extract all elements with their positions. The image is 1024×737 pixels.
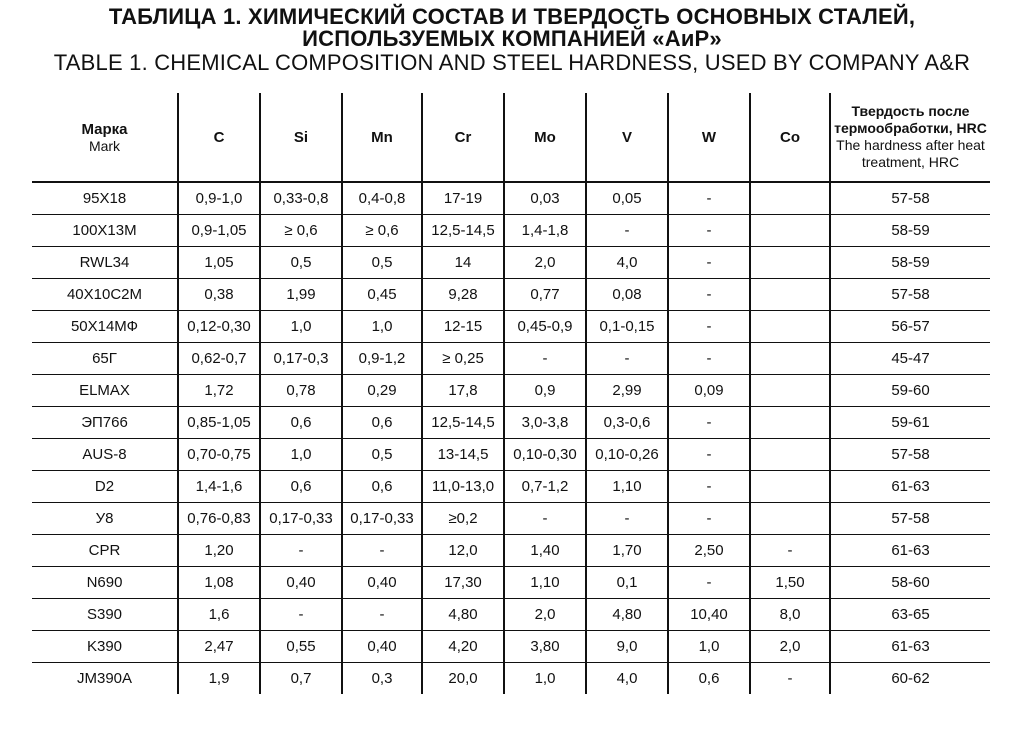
cell-mn: 0,40 bbox=[342, 631, 422, 663]
cell-w: - bbox=[668, 567, 750, 599]
cell-si: 1,0 bbox=[260, 311, 342, 343]
cell-mo: 0,9 bbox=[504, 375, 586, 407]
table-row bbox=[32, 535, 990, 567]
cell-si: 0,5 bbox=[260, 247, 342, 279]
cell-v: 0,1-0,15 bbox=[586, 311, 668, 343]
cell-si: 0,17-0,33 bbox=[260, 503, 342, 535]
cell-mark: S390 bbox=[32, 599, 178, 631]
cell-si: 0,6 bbox=[260, 471, 342, 503]
cell-co bbox=[750, 182, 830, 215]
cell-cr: 12,5-14,5 bbox=[422, 215, 504, 247]
table-row bbox=[32, 182, 990, 215]
cell-v: 4,0 bbox=[586, 663, 668, 695]
cell-hardness: 58-59 bbox=[830, 215, 990, 247]
table-row bbox=[32, 439, 990, 471]
cell-si: - bbox=[260, 599, 342, 631]
cell-v: - bbox=[586, 343, 668, 375]
cell-w: - bbox=[668, 279, 750, 311]
cell-mn: 0,6 bbox=[342, 407, 422, 439]
header-co: Co bbox=[750, 93, 830, 182]
cell-si: 0,6 bbox=[260, 407, 342, 439]
cell-co: 8,0 bbox=[750, 599, 830, 631]
cell-v: 0,08 bbox=[586, 279, 668, 311]
cell-mn: 0,29 bbox=[342, 375, 422, 407]
cell-v: 0,05 bbox=[586, 182, 668, 215]
cell-si: 0,55 bbox=[260, 631, 342, 663]
cell-c: 0,85-1,05 bbox=[178, 407, 260, 439]
header-mark-ru: Марка bbox=[81, 120, 128, 138]
cell-co: - bbox=[750, 663, 830, 695]
cell-w: - bbox=[668, 215, 750, 247]
header-hardness-ru: Твердость после термообработки, HRC bbox=[834, 103, 987, 136]
cell-v: 0,1 bbox=[586, 567, 668, 599]
cell-mo: - bbox=[504, 503, 586, 535]
cell-v: 4,80 bbox=[586, 599, 668, 631]
cell-c: 1,20 bbox=[178, 535, 260, 567]
cell-hardness: 57-58 bbox=[830, 503, 990, 535]
cell-c: 1,08 bbox=[178, 567, 260, 599]
cell-cr: 14 bbox=[422, 247, 504, 279]
header-hardness-en: The hardness after heat treatment, HRC bbox=[836, 137, 985, 170]
cell-w: 2,50 bbox=[668, 535, 750, 567]
cell-mo: 0,77 bbox=[504, 279, 586, 311]
cell-v: - bbox=[586, 215, 668, 247]
cell-cr: 11,0-13,0 bbox=[422, 471, 504, 503]
cell-cr: 20,0 bbox=[422, 663, 504, 695]
table-header-row bbox=[32, 93, 990, 182]
cell-hardness: 61-63 bbox=[830, 535, 990, 567]
header-cr: Cr bbox=[422, 93, 504, 182]
cell-mark: 40Х10С2М bbox=[32, 279, 178, 311]
cell-w: - bbox=[668, 503, 750, 535]
cell-co bbox=[750, 311, 830, 343]
table-row bbox=[32, 215, 990, 247]
cell-v: 1,10 bbox=[586, 471, 668, 503]
cell-c: 2,47 bbox=[178, 631, 260, 663]
cell-cr: 13-14,5 bbox=[422, 439, 504, 471]
cell-hardness: 60-62 bbox=[830, 663, 990, 695]
cell-mo: 2,0 bbox=[504, 599, 586, 631]
cell-si: 0,78 bbox=[260, 375, 342, 407]
cell-mo: - bbox=[504, 343, 586, 375]
cell-hardness: 59-60 bbox=[830, 375, 990, 407]
cell-hardness: 57-58 bbox=[830, 439, 990, 471]
cell-w: - bbox=[668, 247, 750, 279]
cell-mn: 0,5 bbox=[342, 247, 422, 279]
cell-cr: ≥0,2 bbox=[422, 503, 504, 535]
cell-w: 0,09 bbox=[668, 375, 750, 407]
cell-cr: 4,80 bbox=[422, 599, 504, 631]
header-w: W bbox=[668, 93, 750, 182]
cell-co: 2,0 bbox=[750, 631, 830, 663]
cell-si: 0,40 bbox=[260, 567, 342, 599]
cell-mo: 0,03 bbox=[504, 182, 586, 215]
cell-si: 0,33-0,8 bbox=[260, 182, 342, 215]
table-row bbox=[32, 631, 990, 663]
cell-co bbox=[750, 407, 830, 439]
cell-c: 0,12-0,30 bbox=[178, 311, 260, 343]
table-row bbox=[32, 599, 990, 631]
cell-v: - bbox=[586, 503, 668, 535]
cell-v: 2,99 bbox=[586, 375, 668, 407]
table-row bbox=[32, 343, 990, 375]
cell-v: 4,0 bbox=[586, 247, 668, 279]
cell-mo: 1,0 bbox=[504, 663, 586, 695]
cell-c: 1,05 bbox=[178, 247, 260, 279]
cell-cr: 12,0 bbox=[422, 535, 504, 567]
cell-cr: 4,20 bbox=[422, 631, 504, 663]
cell-w: - bbox=[668, 182, 750, 215]
title-block bbox=[0, 0, 1024, 76]
table-row bbox=[32, 311, 990, 343]
cell-c: 1,72 bbox=[178, 375, 260, 407]
title-en: TABLE 1. CHEMICAL COMPOSITION AND STEEL HARDNESS, USED BY COMPANY A&R bbox=[53, 50, 971, 75]
cell-mo: 1,10 bbox=[504, 567, 586, 599]
cell-mark: RWL34 bbox=[32, 247, 178, 279]
cell-cr: ≥ 0,25 bbox=[422, 343, 504, 375]
cell-si: 1,0 bbox=[260, 439, 342, 471]
cell-mark: CPR bbox=[32, 535, 178, 567]
cell-mn: 0,4-0,8 bbox=[342, 182, 422, 215]
cell-mark: AUS-8 bbox=[32, 439, 178, 471]
cell-mo: 1,4-1,8 bbox=[504, 215, 586, 247]
header-v: V bbox=[586, 93, 668, 182]
cell-mo: 0,10-0,30 bbox=[504, 439, 586, 471]
cell-mn: - bbox=[342, 599, 422, 631]
cell-w: 10,40 bbox=[668, 599, 750, 631]
cell-co bbox=[750, 247, 830, 279]
cell-co bbox=[750, 471, 830, 503]
table-row bbox=[32, 567, 990, 599]
cell-mn: 0,5 bbox=[342, 439, 422, 471]
cell-cr: 17-19 bbox=[422, 182, 504, 215]
cell-cr: 12-15 bbox=[422, 311, 504, 343]
cell-mark: D2 bbox=[32, 471, 178, 503]
cell-mn: 0,9-1,2 bbox=[342, 343, 422, 375]
header-mark-en: Mark bbox=[88, 137, 121, 154]
cell-cr: 12,5-14,5 bbox=[422, 407, 504, 439]
cell-mo: 2,0 bbox=[504, 247, 586, 279]
cell-mn: - bbox=[342, 535, 422, 567]
cell-w: 0,6 bbox=[668, 663, 750, 695]
cell-mark: 95Х18 bbox=[32, 182, 178, 215]
cell-hardness: 45-47 bbox=[830, 343, 990, 375]
table-row bbox=[32, 247, 990, 279]
cell-hardness: 63-65 bbox=[830, 599, 990, 631]
cell-hardness: 57-58 bbox=[830, 279, 990, 311]
cell-mo: 3,80 bbox=[504, 631, 586, 663]
cell-cr: 9,28 bbox=[422, 279, 504, 311]
cell-co: 1,50 bbox=[750, 567, 830, 599]
cell-c: 0,70-0,75 bbox=[178, 439, 260, 471]
cell-mo: 0,7-1,2 bbox=[504, 471, 586, 503]
table-row bbox=[32, 407, 990, 439]
cell-cr: 17,30 bbox=[422, 567, 504, 599]
steel-composition-table bbox=[32, 93, 990, 694]
table-row bbox=[32, 279, 990, 311]
cell-c: 0,76-0,83 bbox=[178, 503, 260, 535]
cell-c: 0,62-0,7 bbox=[178, 343, 260, 375]
cell-mn: 0,3 bbox=[342, 663, 422, 695]
cell-hardness: 58-59 bbox=[830, 247, 990, 279]
cell-w: 1,0 bbox=[668, 631, 750, 663]
cell-hardness: 61-63 bbox=[830, 471, 990, 503]
table-row bbox=[32, 663, 990, 695]
cell-si: 0,17-0,3 bbox=[260, 343, 342, 375]
title-ru-line2: ИСПОЛЬЗУЕМЫХ КОМПАНИЕЙ «АиР» bbox=[302, 26, 722, 51]
cell-v: 0,3-0,6 bbox=[586, 407, 668, 439]
cell-c: 0,38 bbox=[178, 279, 260, 311]
cell-mn: 0,45 bbox=[342, 279, 422, 311]
table-row bbox=[32, 503, 990, 535]
header-si: Si bbox=[260, 93, 342, 182]
cell-mn: 0,6 bbox=[342, 471, 422, 503]
cell-mn: 0,40 bbox=[342, 567, 422, 599]
cell-mark: 65Г bbox=[32, 343, 178, 375]
cell-w: - bbox=[668, 471, 750, 503]
header-mn: Mn bbox=[342, 93, 422, 182]
cell-si: ≥ 0,6 bbox=[260, 215, 342, 247]
cell-hardness: 56-57 bbox=[830, 311, 990, 343]
cell-c: 1,6 bbox=[178, 599, 260, 631]
cell-hardness: 58-60 bbox=[830, 567, 990, 599]
cell-co: - bbox=[750, 535, 830, 567]
cell-v: 1,70 bbox=[586, 535, 668, 567]
cell-mark: ELMAX bbox=[32, 375, 178, 407]
cell-co bbox=[750, 279, 830, 311]
cell-si: - bbox=[260, 535, 342, 567]
cell-mark: N690 bbox=[32, 567, 178, 599]
header-hardness bbox=[830, 93, 990, 182]
cell-mn: 0,17-0,33 bbox=[342, 503, 422, 535]
cell-c: 0,9-1,0 bbox=[178, 182, 260, 215]
cell-co bbox=[750, 215, 830, 247]
header-mark bbox=[32, 93, 178, 182]
cell-co bbox=[750, 343, 830, 375]
cell-c: 0,9-1,05 bbox=[178, 215, 260, 247]
cell-mark: У8 bbox=[32, 503, 178, 535]
table-row bbox=[32, 471, 990, 503]
cell-mo: 3,0-3,8 bbox=[504, 407, 586, 439]
cell-mn: 1,0 bbox=[342, 311, 422, 343]
title-ru-line1: ТАБЛИЦА 1. ХИМИЧЕСКИЙ СОСТАВ И ТВЕРДОСТЬ ОСНОВНЫХ СТАЛЕЙ, bbox=[108, 4, 916, 29]
cell-v: 9,0 bbox=[586, 631, 668, 663]
cell-mark: 100Х13М bbox=[32, 215, 178, 247]
cell-co bbox=[750, 375, 830, 407]
cell-w: - bbox=[668, 343, 750, 375]
cell-si: 0,7 bbox=[260, 663, 342, 695]
cell-w: - bbox=[668, 439, 750, 471]
cell-cr: 17,8 bbox=[422, 375, 504, 407]
cell-si: 1,99 bbox=[260, 279, 342, 311]
header-c: C bbox=[178, 93, 260, 182]
cell-mo: 1,40 bbox=[504, 535, 586, 567]
header-mo: Mo bbox=[504, 93, 586, 182]
cell-w: - bbox=[668, 407, 750, 439]
cell-c: 1,4-1,6 bbox=[178, 471, 260, 503]
cell-v: 0,10-0,26 bbox=[586, 439, 668, 471]
cell-co bbox=[750, 439, 830, 471]
table-body bbox=[32, 182, 990, 694]
cell-mo: 0,45-0,9 bbox=[504, 311, 586, 343]
cell-w: - bbox=[668, 311, 750, 343]
table-row bbox=[32, 375, 990, 407]
cell-hardness: 59-61 bbox=[830, 407, 990, 439]
cell-mark: JM390A bbox=[76, 670, 133, 687]
cell-mark: 50Х14МФ bbox=[32, 311, 178, 343]
cell-c: 1,9 bbox=[178, 663, 260, 695]
cell-mark: K390 bbox=[32, 631, 178, 663]
cell-mark: ЭП766 bbox=[32, 407, 178, 439]
cell-hardness: 61-63 bbox=[830, 631, 990, 663]
cell-hardness: 57-58 bbox=[830, 182, 990, 215]
cell-mn: ≥ 0,6 bbox=[342, 215, 422, 247]
cell-co bbox=[750, 503, 830, 535]
